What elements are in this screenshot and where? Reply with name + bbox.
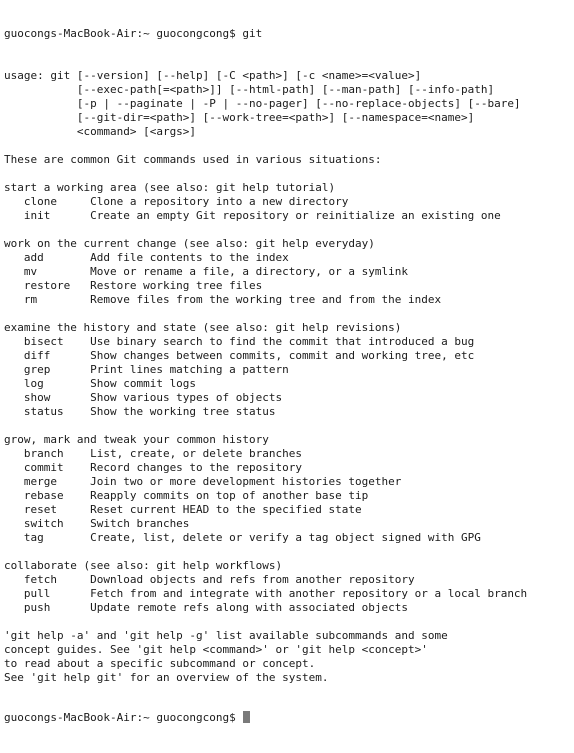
output-line: commit Record changes to the repository bbox=[4, 461, 303, 474]
output-line bbox=[4, 307, 574, 321]
output-line: examine the history and state (see also: git help revisions) bbox=[4, 321, 402, 334]
output-line: usage: git [--version] [--help] [-C <path>] [-c <name>=<value>] bbox=[4, 69, 422, 82]
output-line: [--git-dir=<path>] [--work-tree=<path>] [--namespace=<name>] bbox=[4, 111, 475, 124]
output-line: diff Show changes between commits, commit and working tree, etc bbox=[4, 349, 475, 362]
output-line: rm Remove files from the working tree and from the index bbox=[4, 293, 442, 306]
output-line: collaborate (see also: git help workflows) bbox=[4, 559, 283, 572]
output-line: grep Print lines matching a pattern bbox=[4, 363, 289, 376]
output-line: init Create an empty Git repository or reinitialize an existing one bbox=[4, 209, 501, 222]
output-line: rebase Reapply commits on top of another base tip bbox=[4, 489, 369, 502]
prompt-line-first bbox=[4, 27, 574, 41]
output-line: concept guides. See 'git help <command>' or 'git help <concept>' bbox=[4, 643, 428, 656]
output-line: log Show commit logs bbox=[4, 377, 197, 390]
output-line bbox=[4, 167, 574, 181]
output-line: pull Fetch from and integrate with another repository or a local branch bbox=[4, 587, 528, 600]
output-line: <command> [<args>] bbox=[4, 125, 197, 138]
output-line: status Show the working tree status bbox=[4, 405, 276, 418]
output-line bbox=[4, 545, 574, 559]
prompt-text-first: guocongs-MacBook-Air:~ guocongcong$ git bbox=[4, 27, 263, 40]
output-lines bbox=[4, 69, 574, 685]
output-line: branch List, create, or delete branches bbox=[4, 447, 303, 460]
prompt-text-last: guocongs-MacBook-Air:~ guocongcong$ bbox=[4, 711, 243, 724]
output-line: reset Reset current HEAD to the specified state bbox=[4, 503, 362, 516]
output-line: bisect Use binary search to find the commit that introduced a bug bbox=[4, 335, 475, 348]
output-line: [--exec-path[=<path>]] [--html-path] [--man-path] [--info-path] bbox=[4, 83, 495, 96]
output-line: tag Create, list, delete or verify a tag object signed with GPG bbox=[4, 531, 481, 544]
output-line bbox=[4, 139, 574, 153]
output-line bbox=[4, 223, 574, 237]
output-line: These are common Git commands used in various situations: bbox=[4, 153, 382, 166]
output-line: show Show various types of objects bbox=[4, 391, 283, 404]
output-line: work on the current change (see also: git help everyday) bbox=[4, 237, 375, 250]
output-line: mv Move or rename a file, a directory, or a symlink bbox=[4, 265, 408, 278]
output-line: push Update remote refs along with associated objects bbox=[4, 601, 408, 614]
output-line: to read about a specific subcommand or concept. bbox=[4, 657, 316, 670]
output-line: See 'git help git' for an overview of the system. bbox=[4, 671, 329, 684]
output-line: [-p | --paginate | -P | --no-pager] [--no-replace-objects] [--bare] bbox=[4, 97, 521, 110]
output-line bbox=[4, 615, 574, 629]
output-line: start a working area (see also: git help tutorial) bbox=[4, 181, 336, 194]
output-line: 'git help -a' and 'git help -g' list available subcommands and some bbox=[4, 629, 448, 642]
output-line: restore Restore working tree files bbox=[4, 279, 263, 292]
output-line bbox=[4, 419, 574, 433]
output-line: merge Join two or more development histories together bbox=[4, 475, 402, 488]
terminal-output[interactable] bbox=[4, 0, 574, 753]
prompt-line-last[interactable] bbox=[4, 711, 574, 725]
output-line: add Add file contents to the index bbox=[4, 251, 289, 264]
output-line: fetch Download objects and refs from another repository bbox=[4, 573, 415, 586]
output-line: clone Clone a repository into a new directory bbox=[4, 195, 349, 208]
cursor-block bbox=[243, 711, 250, 723]
output-line: grow, mark and tweak your common history bbox=[4, 433, 269, 446]
output-line: switch Switch branches bbox=[4, 517, 190, 530]
